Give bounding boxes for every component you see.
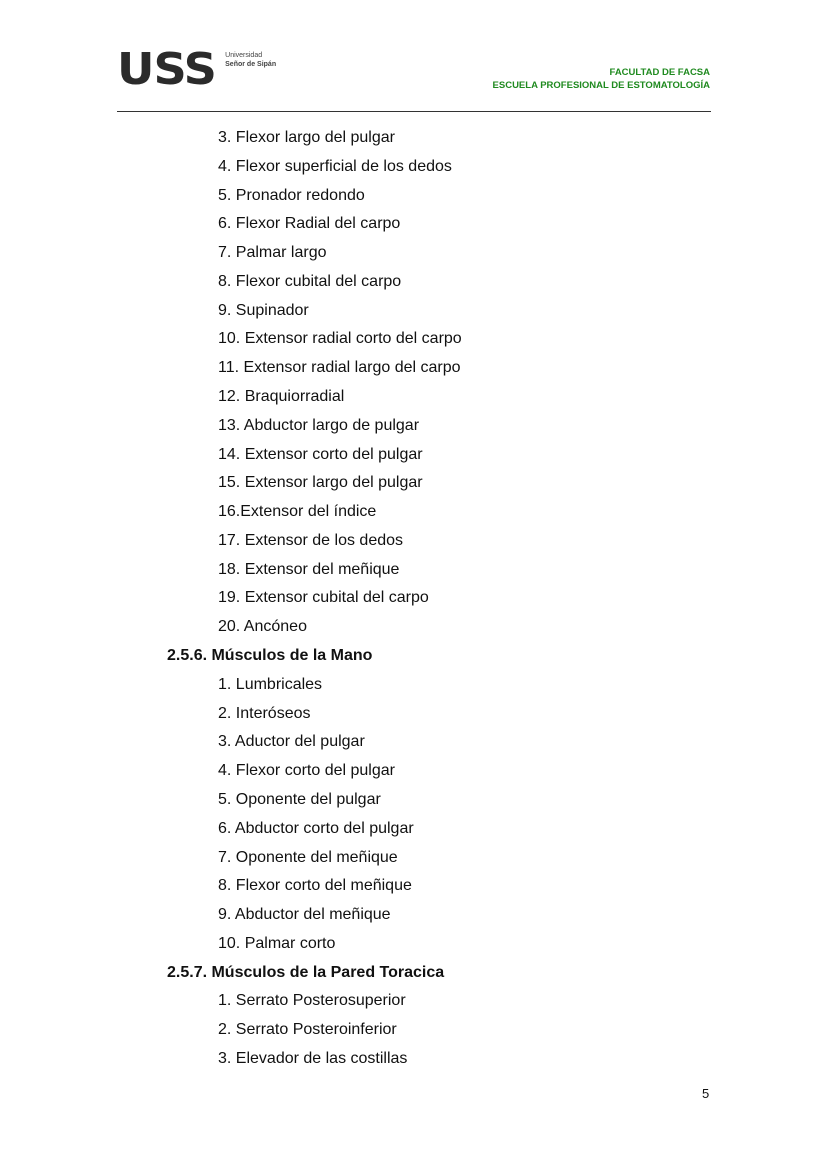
list-item: 11. Extensor radial largo del carpo xyxy=(218,359,461,377)
list-item: 19. Extensor cubital del carpo xyxy=(218,589,429,607)
university-logo xyxy=(117,44,277,95)
faculty-name: FACULTAD DE FACSA xyxy=(609,67,710,78)
logo-line1: Universidad xyxy=(225,52,263,59)
list-item: 1. Lumbricales xyxy=(218,675,323,693)
list-item: 6. Flexor Radial del carpo xyxy=(218,215,401,233)
list-item: 4. Flexor corto del pulgar xyxy=(218,762,395,780)
list-item: 4. Flexor superficial de los dedos xyxy=(218,157,452,175)
list-item: 16.Extensor del índice xyxy=(218,503,377,521)
list-item: 18. Extensor del meñique xyxy=(218,560,400,578)
list-item: 2. Interóseos xyxy=(218,704,311,722)
list-item: 1. Serrato Posterosuperior xyxy=(218,992,406,1010)
list-item: 12. Braquiorradial xyxy=(218,388,345,406)
list-item: 8. Flexor cubital del carpo xyxy=(218,272,402,290)
school-name: ESCUELA PROFESIONAL DE ESTOMATOLOGÍA xyxy=(492,80,710,91)
page-number: 5 xyxy=(702,1086,710,1101)
list-item: 17. Extensor de los dedos xyxy=(218,531,404,549)
section-heading: 2.5.7. Músculos de la Pared Toracica xyxy=(167,963,445,981)
list-item: 3. Aductor del pulgar xyxy=(218,733,365,751)
list-item: 15. Extensor largo del pulgar xyxy=(218,474,423,492)
logo-mark: USS xyxy=(117,44,216,95)
list-item: 9. Abductor del meñique xyxy=(218,906,391,924)
list-item: 13. Abductor largo de pulgar xyxy=(218,416,420,434)
list-item: 10. Extensor radial corto del carpo xyxy=(218,330,462,348)
list-item: 3. Flexor largo del pulgar xyxy=(218,129,395,146)
list-item: 9. Supinador xyxy=(218,301,309,319)
list-item: 2. Serrato Posteroinferior xyxy=(218,1021,397,1039)
list-item: 3. Elevador de las costillas xyxy=(218,1049,408,1067)
list-item: 7. Palmar largo xyxy=(218,244,327,262)
list-item: 5. Oponente del pulgar xyxy=(218,790,381,808)
list-item: 10. Palmar corto xyxy=(218,934,336,952)
list-item: 14. Extensor corto del pulgar xyxy=(218,445,423,463)
section-heading: 2.5.6. Músculos de la Mano xyxy=(167,647,373,665)
header-divider xyxy=(117,111,711,112)
list-item: 8. Flexor corto del meñique xyxy=(218,877,412,895)
list-item: 20. Ancóneo xyxy=(218,618,307,636)
list-item: 5. Pronador redondo xyxy=(218,186,365,204)
faculty-header xyxy=(493,66,710,92)
list-item: 7. Oponente del meñique xyxy=(218,848,398,866)
logo-line2: Señor de Sipán xyxy=(225,61,277,68)
list-item: 6. Abductor corto del pulgar xyxy=(218,819,414,837)
